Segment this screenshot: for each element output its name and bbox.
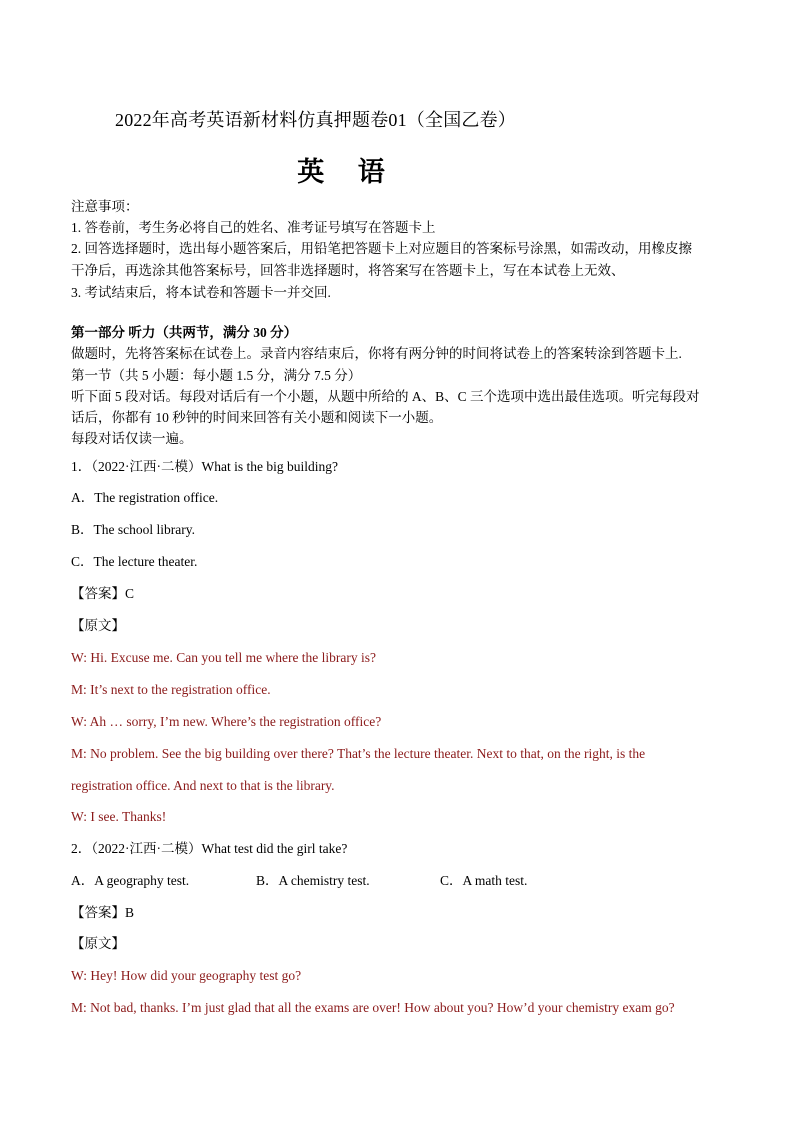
transcript-line: W: Hi. Excuse me. Can you tell me where the library is? [71, 650, 377, 665]
part1-instruction: 做题时，先将答案标在试卷上。录音内容结束后，你将有两分钟的时间将试卷上的答案转涂到答题卡上. [71, 346, 682, 361]
transcript-line: W: I see. Thanks! [71, 809, 167, 824]
question-1-stem: 1．（2022·江西·二模）What is the big building? [71, 459, 338, 474]
question-2-option-b: B．A chemistry test. [256, 873, 370, 888]
section-instruction: 每段对话仅读一遍。 [71, 431, 193, 446]
question-2-option-a: A．A geography test. [71, 873, 190, 888]
exam-title: 2022年高考英语新材料仿真押题卷01（全国乙卷） [115, 110, 516, 130]
notice-item: 3. 考试结束后，将本试卷和答题卡一并交回. [71, 285, 331, 300]
question-2-option-c: C．A math test. [440, 873, 528, 888]
question-2-stem: 2．（2022·江西·二模）What test did the girl take? [71, 841, 348, 856]
question-1-answer: 【答案】C [71, 586, 135, 601]
section-heading: 第一节（共 5 小题：每小题 1.5 分，满分 7.5 分） [71, 368, 362, 383]
question-1-option-a: A．The registration office. [71, 490, 219, 505]
transcript-line: M: No problem. See the big building over there? That’s the lecture theater. Next to that, on the right, is the [71, 746, 646, 761]
question-1-transcript-label: 【原文】 [71, 618, 125, 633]
question-1-option-b: B．The school library. [71, 522, 195, 537]
notice-item: 2. 回答选择题时，选出每小题答案后，用铅笔把答题卡上对应题目的答案标号涂黑，如需改动，用橡皮擦 [71, 241, 692, 256]
notice-item: 干净后，再选涂其他答案标号，回答非选择题时，将答案写在答题卡上，写在本试卷上无效、 [71, 263, 625, 278]
subject-heading: 英 语 [297, 157, 397, 188]
section-instruction: 听下面 5 段对话。每段对话后有一个小题，从题中所给的 A、B、C 三个选项中选出最佳选项。听完每段对 [71, 389, 700, 404]
question-1-option-c: C．The lecture theater. [71, 554, 198, 569]
transcript-line: W: Hey! How did your geography test go? [71, 968, 302, 983]
section-instruction: 话后，你都有 10 秒钟的时间来回答有关小题和阅读下一小题。 [71, 410, 443, 425]
question-2-transcript-label: 【原文】 [71, 936, 125, 951]
transcript-line: registration office. And next to that is the library. [71, 778, 335, 793]
part1-heading: 第一部分 听力（共两节，满分 30 分） [71, 325, 298, 340]
question-2-answer: 【答案】B [71, 905, 135, 920]
notice-item: 1. 答卷前，考生务必将自己的姓名、准考证号填写在答题卡上 [71, 220, 436, 235]
transcript-line: M: It’s next to the registration office. [71, 682, 271, 697]
notice-heading: 注意事项： [71, 199, 139, 214]
transcript-line: W: Ah … sorry, I’m new. Where’s the registration office? [71, 714, 382, 729]
transcript-line: M: Not bad, thanks. I’m just glad that all the exams are over! How about you? How’d your chemistry exam go? [71, 1000, 675, 1015]
